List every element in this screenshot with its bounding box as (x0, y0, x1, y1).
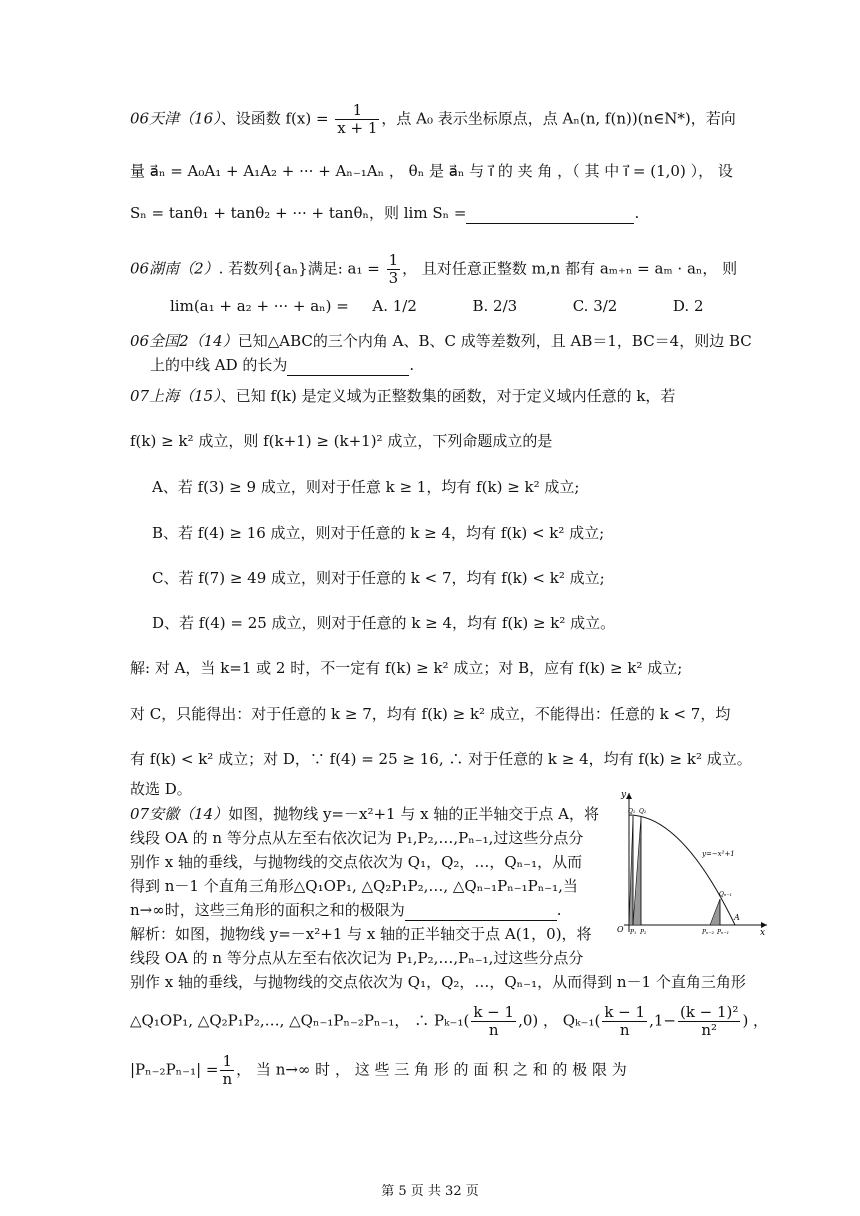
option-d: D. 2 (672, 297, 704, 315)
anhui-line-2: 线段 OA 的 n 等分点从左至右依次记为 P₁,P₂,…,Pₙ₋₁,过这些分点分 (130, 829, 584, 847)
denominator: n (488, 1021, 499, 1039)
tianjin-line-3 (130, 202, 639, 224)
text: 、已知 f(k) 是定义域为正整数集的函数，对于定义域内任意的 k，若 (220, 387, 676, 405)
anhui-solution-1: 解析：如图，抛物线 y=－x²+1 与 x 轴的正半轴交于点 A(1，0)，将 (130, 925, 592, 943)
anhui-line-3: 别作 x 轴的垂线，与抛物线的交点依次为 Q₁，Q₂，…，Qₙ₋₁，从而 (130, 853, 583, 871)
shanghai-solution-3: 有 f(k) < k² 成立；对 D，∵ f(4) = 25 ≥ 16, ∴ 对于任意的 k ≥ 4，均有 f(k) ≥ k² 成立。 (130, 750, 752, 768)
label-q1: Q₁ (628, 808, 636, 815)
text: ， 当 n→∞ 时 ， 这 些 三 角 形 的 面 积 之 和 的 极 限 为 (236, 1060, 627, 1079)
anhui-line-5 (130, 899, 562, 921)
denominator: x + 1 (337, 119, 378, 137)
source-tag: 07上海（15） (130, 387, 221, 405)
option-b: B. 2/3 (472, 297, 518, 315)
shanghai-line-2: f(k) ≥ k² 成立，则 f(k+1) ≥ (k+1)² 成立，下列命题成立的是 (130, 432, 553, 450)
answer-blank (466, 207, 634, 224)
shanghai-solution-4: 故选 D。 (130, 780, 192, 798)
page-footer: 第 5 页 共 32 页 (381, 1184, 479, 1199)
shanghai-solution-2: 对 C，只能得出：对于任意的 k ≥ 7，均有 f(k) ≥ k² 成立，不能得出：任意的 k < 7，均 (130, 705, 731, 723)
answer-blank (287, 359, 409, 376)
label-pn2: Pₙ₋₂ (702, 929, 715, 936)
denominator: n (222, 1070, 233, 1088)
source-tag: 06天津（16） (130, 109, 221, 128)
source-tag: 06湖南（2） (130, 259, 219, 278)
tianjin-line-1 (130, 102, 736, 137)
triangle-qn1 (710, 899, 720, 925)
anhui-solution-3: 别作 x 轴的垂线，与抛物线的交点依次为 Q₁，Q₂，…，Qₙ₋₁，从而得到 n－1 个直角三角形 (130, 973, 746, 991)
label-q2: Q₂ (639, 808, 647, 815)
numerator: k − 1 (604, 1003, 646, 1021)
label-o: O (617, 925, 624, 934)
tianjin-line-2: 量 a⃗ₙ = A₀A₁ + A₁A₂ + ··· + Aₙ₋₁Aₙ ， θₙ 是 a⃗ₙ 与 i⃗ 的 夹 角 ，（ 其 中 i⃗ = (1,0) ）， 设 (130, 162, 733, 180)
denominator: n² (701, 1021, 718, 1039)
numerator: 1 (220, 1053, 234, 1071)
shanghai-option-b: B、若 f(4) ≥ 16 成立，则对于任意的 k ≥ 4，均有 f(k) < k² 成立; (152, 524, 605, 542)
hunan-line-1 (130, 252, 737, 287)
text: 上的中线 AD 的长为 (150, 356, 288, 374)
text: 、设函数 f(x) = (220, 109, 334, 128)
hunan-line-2 (170, 295, 704, 317)
fraction (602, 1004, 647, 1039)
source-tag: 06全国2（14） (130, 332, 238, 350)
numerator: (k − 1)² (679, 1003, 739, 1021)
numerator: 1 (335, 102, 379, 120)
fraction (220, 1053, 234, 1088)
option-a: A. 1/2 (372, 297, 417, 315)
label-x: x (760, 928, 766, 937)
label-a: A (734, 913, 740, 922)
denominator: 3 (388, 269, 399, 287)
anhui-solution-4 (130, 1004, 768, 1039)
quanguo-line-1 (130, 330, 752, 352)
denominator: n (619, 1021, 630, 1039)
label-y: y (621, 790, 627, 800)
curve-equation-label: y=−x²+1 (702, 850, 735, 858)
fraction (471, 1004, 516, 1039)
shanghai-option-c: C、若 f(7) ≥ 49 成立，则对于任意的 k < 7，均有 f(k) < k² 成立; (152, 569, 605, 587)
text: Sₙ = tanθ₁ + tanθ₂ + ··· + tanθₙ，则 lim Sₙ = (130, 204, 467, 222)
text: △Q₁OP₁, △Q₂P₁P₂,…, △Qₙ₋₁Pₙ₋₂Pₙ₋₁， ∴ Pₖ₋₁( (130, 1011, 470, 1030)
fraction (335, 102, 379, 137)
fraction (387, 252, 401, 287)
parabola-figure (592, 787, 772, 937)
text: n→∞时，这些三角形的面积之和的极限为 (130, 901, 405, 919)
anhui-line-4: 得到 n－1 个直角三角形△Q₁OP₁, △Q₂P₁P₂,…, △Qₙ₋₁Pₙ₋₁Pₙ₋₁,当 (130, 877, 578, 895)
shanghai-solution-1: 解: 对 A，当 k=1 或 2 时，不一定有 f(k) ≥ k² 成立；对 B，应有 f(k) ≥ k² 成立; (130, 659, 683, 677)
triangle-q2 (633, 817, 641, 925)
numerator: k − 1 (473, 1003, 515, 1021)
text: . 若数列{aₙ}满足: a₁ = (218, 259, 385, 278)
label-p2: P₂ (640, 929, 647, 936)
label-qn1: Qₙ₋₁ (719, 891, 732, 898)
label-pn1: Pₙ₋₁ (717, 929, 730, 936)
numerator: 1 (388, 251, 399, 269)
shanghai-option-d: D、若 f(4) = 25 成立，则对于任意的 k ≥ 4，均有 f(k) ≥ k² 成立。 (152, 614, 616, 632)
anhui-line-1 (130, 803, 599, 825)
text: ) ， (742, 1011, 769, 1030)
shanghai-line-1 (130, 385, 675, 407)
anhui-solution-2: 线段 OA 的 n 等分点从左至右依次记为 P₁,P₂,…,Pₙ₋₁,过这些分点分 (130, 949, 584, 967)
text: ,1− (649, 1011, 676, 1030)
fraction (678, 1004, 740, 1039)
text: 如图，抛物线 y=－x²+1 与 x 轴的正半轴交于点 A，将 (228, 805, 599, 823)
triangle-q1 (629, 816, 633, 925)
text: ，点 A₀ 表示坐标原点，点 Aₙ(n, f(n))(n∈N*)，若向 (381, 109, 736, 128)
text: |Pₙ₋₂Pₙ₋₁| = (130, 1060, 219, 1079)
text: . (634, 204, 640, 222)
shanghai-option-a: A、若 f(3) ≥ 9 成立，则对于任意 k ≥ 1，均有 f(k) ≥ k² 成立; (152, 478, 580, 496)
anhui-solution-5 (130, 1053, 627, 1088)
text: 已知△ABC的三个内角 A、B、C 成等差数列，且 AB＝1，BC＝4，则边 BC (237, 332, 752, 350)
text: . (556, 901, 562, 919)
limit-expression: lim(a₁ + a₂ + ··· + aₙ) = (170, 297, 349, 315)
answer-blank (405, 904, 557, 921)
text: . (409, 356, 415, 374)
option-c: C. 3/2 (572, 297, 618, 315)
y-axis-arrow (626, 793, 632, 799)
label-p1: P₁ (630, 929, 637, 936)
quanguo-line-2 (150, 354, 414, 376)
text: ， 且对任意正整数 m,n 都有 aₘ₊ₙ = aₘ · aₙ， 则 (402, 259, 738, 278)
text: ,0) ， Qₖ₋₁( (518, 1011, 601, 1030)
source-tag: 07安徽（14） (130, 805, 229, 823)
